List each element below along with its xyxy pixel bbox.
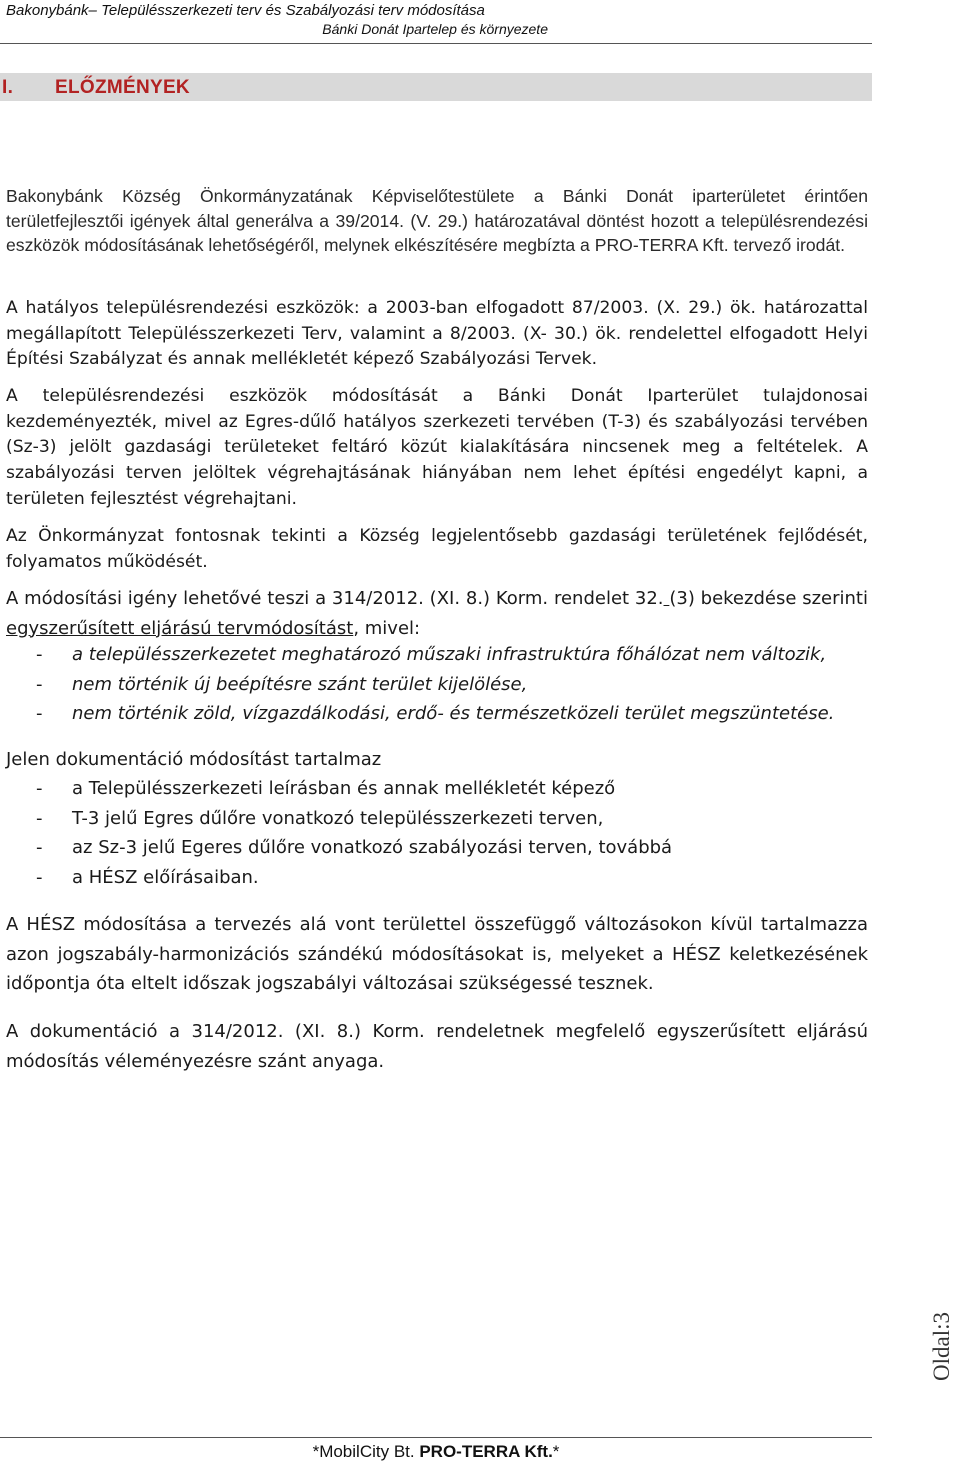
list-dash: -	[36, 778, 43, 799]
document-footer	[0, 1442, 872, 1462]
list-dash: -	[36, 673, 43, 695]
footer-text-end: *	[552, 1442, 560, 1461]
paragraph-documentation-scope: Jelen dokumentáció módosítást tartalmaz	[6, 749, 382, 770]
section-title: ELŐZMÉNYEK	[55, 77, 190, 98]
section-number: I.	[2, 77, 14, 98]
legal-basis-text-start: A módosítási igény lehetővé teszi a 314/2012. (XI. 8.) Korm. rendelet 32.	[6, 588, 664, 609]
list-item	[6, 804, 672, 834]
list-item-text: az Sz-3 jelű Egeres dűlőre vonatkozó szabályozási terven, továbbá	[72, 837, 673, 858]
legal-basis-text-middle: (3) bekezdése szerinti	[669, 588, 868, 609]
footer-text-start: *MobilCity Bt.	[312, 1442, 420, 1461]
paragraph-intro: Bakonybánk Község Önkormányzatának Képviselőtestülete a Bánki Donát iparterületet érintően területfejlesztői igények által generálva a 39/2014. (V. 29.) határozatával döntést hozott a településrendezési eszközök módosításának lehetőségéről, melynek elkészítésére megbízta a PRO-TERRA Kft. tervező irodát.	[6, 186, 868, 256]
list-item	[6, 774, 672, 804]
legal-basis-text-end: , mivel:	[353, 617, 421, 639]
document-header-subtitle: Bánki Donát Ipartelep és környezete	[322, 21, 548, 37]
list-item	[6, 863, 672, 893]
list-item-text: nem történik új beépítésre szánt terület kijelölése,	[72, 673, 528, 695]
list-dash: -	[36, 644, 43, 665]
list-item-text: T-3 jelű Egres dűlőre vonatkozó településszerkezeti terven,	[72, 807, 604, 829]
list-dash: -	[36, 837, 43, 858]
document-header-title: Bakonybánk– Településszerkezeti terv és Szabályozási terv módosítása	[6, 2, 485, 19]
header-divider	[0, 43, 872, 44]
conditions-list	[6, 640, 834, 729]
list-dash: -	[36, 866, 43, 888]
footer-company: PRO-TERRA Kft.	[419, 1442, 553, 1461]
list-item	[6, 699, 834, 729]
paragraph-municipality-goal: Az Önkormányzat fontosnak tekinti a Község legjelentősebb gazdasági területének fejlődését, folyamatos működését.	[6, 526, 868, 572]
list-item	[6, 640, 834, 670]
list-item-text: nem történik zöld, vízgazdálkodási, erdő- és természetközeli terület megszüntetése.	[72, 703, 835, 724]
list-dash: -	[36, 703, 43, 724]
paragraph-legal-basis	[6, 584, 868, 643]
list-item	[6, 670, 834, 700]
list-item-text: a Településszerkezeti leírásban és annak mellékletét képező	[72, 778, 616, 799]
paragraph-current-plans: A hatályos településrendezési eszközök: a 2003-ban elfogadott 87/2003. (X. 29.) ök. határozattal megállapított Településszerkezeti Terv, valamint a 8/2003. (X- 30.) ök. rendelettel elfogadott Helyi Építési Szabályzat és annak mellékletét képező Szabályozási Tervek.	[6, 298, 868, 370]
list-item	[6, 833, 672, 863]
simplified-procedure-term: egyszerűsített eljárású tervmódosítást	[6, 617, 354, 639]
paragraph-modification-reason: A településrendezési eszközök módosítását a Bánki Donát Iparterület tulajdonosai kezdeményezték, mivel az Egres-dűlő hatályos szerkezeti tervében (T-3) és szabályozási tervében (Sz-3) jelölt gazdasági területeket feltáró közút kialakítására nincsenek meg a feltételek. A szabályozási terven jelöltek végrehajtásának hiányában nem lehet építési engedélyt kapni, a területen fejlesztést végrehajtani.	[6, 386, 868, 509]
list-item-text: a településszerkezetet meghatározó műszaki infrastruktúra főhálózat nem változik,	[72, 644, 827, 665]
contents-list	[6, 774, 672, 892]
page-number-label: Oldal:3	[929, 1312, 954, 1381]
list-item-text: a HÉSZ előírásaiban.	[72, 866, 259, 888]
paragraph-documentation-purpose: A dokumentáció a 314/2012. (XI. 8.) Korm. rendeletnek megfelelő egyszerűsített eljárású módosítás véleményezésre szánt anyaga.	[6, 1021, 868, 1072]
list-dash: -	[36, 807, 43, 829]
paragraph-hesz-modification: A HÉSZ módosítása a tervezés alá vont területtel összefüggő változásokon kívül tartalmazza azon jogszabály-harmonizációs szándékú módosításokat is, melyeket a HÉSZ keletkezésének időpontja óta eltelt időszak jogszabályi változásai szükségessé tesznek.	[6, 914, 868, 994]
footer-divider	[0, 1437, 872, 1438]
